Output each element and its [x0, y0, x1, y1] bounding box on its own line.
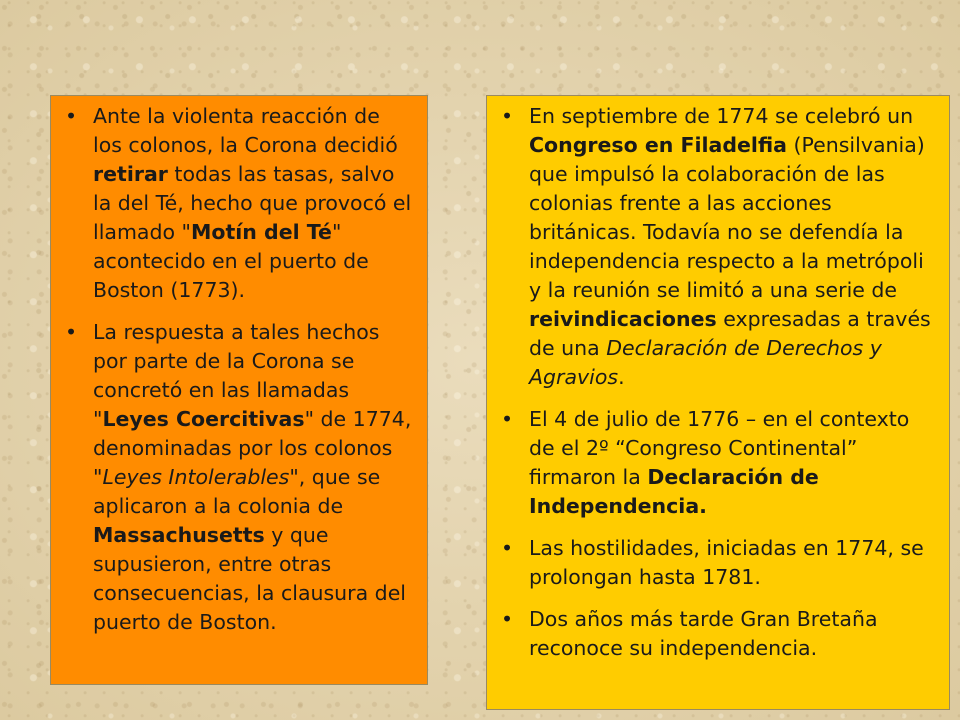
text-segment: En septiembre de 1774 se celebró un: [529, 104, 914, 128]
bullet-item: [499, 405, 939, 521]
text-segment: y que supusieron, entre otras consecuencias, la clausura del puerto de Boston.: [93, 523, 407, 634]
bullet-item: [499, 102, 939, 392]
bold-text: Congreso en Filadelfia: [529, 133, 787, 157]
bullet-text: [93, 104, 411, 302]
italic-text: Leyes Intolerables: [102, 465, 290, 489]
text-segment: El 4 de julio de 1776 – en el contexto de el 2º “Congreso Continental” firmaron la: [529, 407, 910, 489]
bullet-item: [499, 605, 939, 663]
bold-text: Leyes Coercitivas: [102, 407, 305, 431]
text-segment: La respuesta a tales hechos por parte de la Corona se concretó en las llamadas ": [93, 320, 380, 431]
text-segment: Dos años más tarde Gran Bretaña reconoce su independencia.: [529, 607, 878, 660]
text-segment: Las hostilidades, iniciadas en 1774, se prolongan hasta 1781.: [529, 536, 924, 589]
bullet-text: [529, 536, 924, 589]
text-segment: todas las tasas, salvo la del Té, hecho que provocó el llamado ": [93, 162, 412, 244]
bold-text: reivindicaciones: [529, 307, 717, 331]
bullet-dot-icon: •: [501, 407, 514, 431]
text-segment: " de 1774, denominadas por los colonos ": [93, 407, 412, 489]
italic-text: Declaración de Derechos y Agravios: [529, 336, 882, 389]
bullet-item: [499, 534, 939, 592]
bold-text: Motín del Té: [191, 220, 332, 244]
bold-text: retirar: [93, 162, 168, 186]
text-segment: expresadas a través de una: [529, 307, 931, 360]
bullet-dot-icon: •: [501, 536, 514, 560]
text-segment: (Pensilvania) que impulsó la colaboración de las colonias frente a las acciones británicas. Todavía no se defendía la independencia respecto a la metrópoli y la reunión se limitó a una serie de: [529, 133, 925, 302]
bullet-item: [63, 318, 413, 637]
text-segment: ", que se aplicaron a la colonia de: [93, 465, 381, 518]
bullet-text: [93, 320, 411, 634]
bullet-dot-icon: •: [65, 320, 78, 344]
bullet-text: [529, 607, 878, 660]
bullet-text: [529, 104, 931, 389]
right-bullet-list: [499, 102, 939, 663]
bold-text: Massachusetts: [93, 523, 265, 547]
bullet-dot-icon: •: [65, 104, 78, 128]
bullet-dot-icon: •: [501, 607, 514, 631]
left-bullet-list: [63, 102, 413, 637]
bullet-text: [529, 407, 909, 518]
bullet-dot-icon: •: [501, 104, 514, 128]
right-text-panel: [486, 95, 950, 710]
left-text-panel: [50, 95, 428, 685]
text-segment: Ante la violenta reacción de los colonos, la Corona decidió: [93, 104, 398, 157]
bold-text: Declaración de Independencia.: [529, 465, 819, 518]
bullet-item: [63, 102, 413, 305]
text-segment: " acontecido en el puerto de Boston (1773).: [93, 220, 369, 302]
text-segment: .: [618, 365, 625, 389]
